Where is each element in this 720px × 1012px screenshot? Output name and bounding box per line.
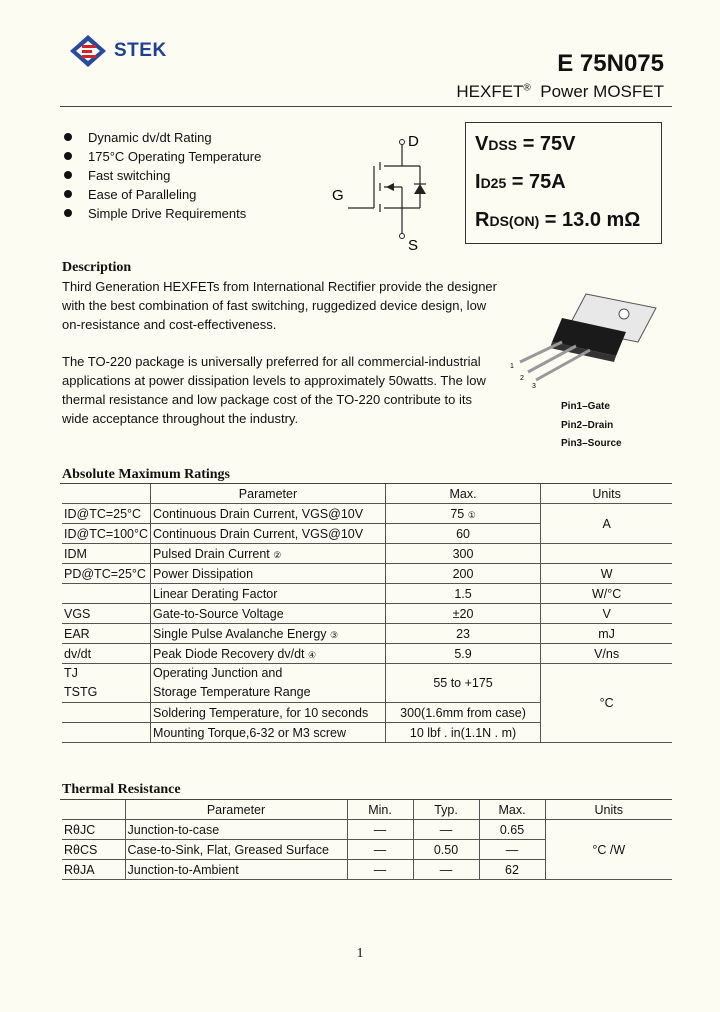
thermal-table: [62, 800, 672, 880]
stek-logo-icon: [68, 33, 108, 69]
pin-label-gate: Pin1–Gate: [561, 401, 610, 412]
amr-heading: Absolute Maximum Ratings: [62, 467, 231, 482]
description-paragraph-2: The TO-220 package is universally preferred for all commercial-industrial applications at power dissipation levels to approximately 50watts. The low thermal resistance and low package cost of the TO-220 contribute to its wide acceptance throughout the industry.: [62, 354, 486, 426]
spec-id25: ID25 = 75A: [475, 171, 566, 193]
part-number: E 75N075: [557, 50, 664, 77]
brand-name: STEK: [114, 40, 167, 61]
table-row: EAR Single Pulse Avalanche Energy ③ 23 mJ: [62, 624, 672, 644]
feature-item: Simple Drive Requirements: [64, 204, 261, 223]
pin-label-source: Pin3–Source: [561, 438, 622, 449]
table-row: IDM Pulsed Drain Current ② 300: [62, 544, 672, 564]
table-row: Linear Derating Factor 1.5 W/°C: [62, 584, 672, 604]
key-spec-box: [465, 122, 662, 244]
table-row: Soldering Temperature, for 10 seconds 300(1.6mm from case): [62, 703, 672, 723]
spec-vdss: VDSS = 75V: [475, 133, 576, 155]
feature-item: Dynamic dv/dt Rating: [64, 128, 261, 147]
svg-text:3: 3: [532, 383, 536, 390]
feature-item: Fast switching: [64, 166, 261, 185]
table-row: TJ TSTG Operating Junction and Storage Temperature Range 55 to +175 °C: [62, 664, 672, 703]
gate-label: G: [332, 187, 344, 204]
source-label: S: [408, 237, 419, 254]
table-row: VGS Gate-to-Source Voltage ±20 V: [62, 604, 672, 624]
table-row: dv/dt Peak Diode Recovery dv/dt ④ 5.9 V/ns: [62, 644, 672, 664]
header-rule: [60, 106, 672, 107]
table-row: ID@TC=100°C Continuous Drain Current, VGS@10V 60: [62, 524, 672, 544]
table-row: RθCS Case-to-Sink, Flat, Greased Surface — 0.50 —: [62, 840, 672, 860]
pin-label-drain: Pin2–Drain: [561, 420, 614, 431]
amr-header-row: Parameter Max. Units: [62, 484, 672, 504]
table-row: ID@TC=25°C Continuous Drain Current, VGS@10V 75 ① A: [62, 504, 672, 524]
feature-item: 175°C Operating Temperature: [64, 147, 261, 166]
drain-label: D: [408, 133, 419, 150]
device-subtitle: HEXFET® Power MOSFET: [456, 82, 664, 101]
thermal-heading: Thermal Resistance: [62, 782, 181, 797]
brand-logo: [68, 33, 167, 69]
description-heading: Description: [62, 260, 132, 275]
table-row: RθJC Junction-to-case — — 0.65 °C /W: [62, 820, 672, 840]
feature-item: Ease of Paralleling: [64, 185, 261, 204]
table-row: Mounting Torque,6-32 or M3 screw 10 lbf . in(1.1N . m): [62, 723, 672, 743]
feature-list: [64, 128, 261, 223]
amr-table: [62, 484, 672, 743]
spec-rdson: RDS(ON) = 13.0 mΩ: [475, 209, 641, 231]
thermal-header-row: Parameter Min. Typ. Max. Units: [62, 800, 672, 820]
svg-text:2: 2: [520, 375, 524, 382]
table-row: RθJA Junction-to-Ambient — — 62: [62, 860, 672, 880]
page-number: 1: [356, 946, 364, 961]
table-row: PD@TC=25°C Power Dissipation 200 W: [62, 564, 672, 584]
mosfet-symbol-icon: [328, 128, 434, 254]
description-paragraph-1: Third Generation HEXFETs from International Rectifier provide the designer with the best combination of fast switching, ruggedized device design, low on-resistance and cost-effectiveness.: [62, 279, 497, 332]
to220-package-icon: [506, 290, 666, 390]
svg-text:1: 1: [510, 363, 514, 370]
